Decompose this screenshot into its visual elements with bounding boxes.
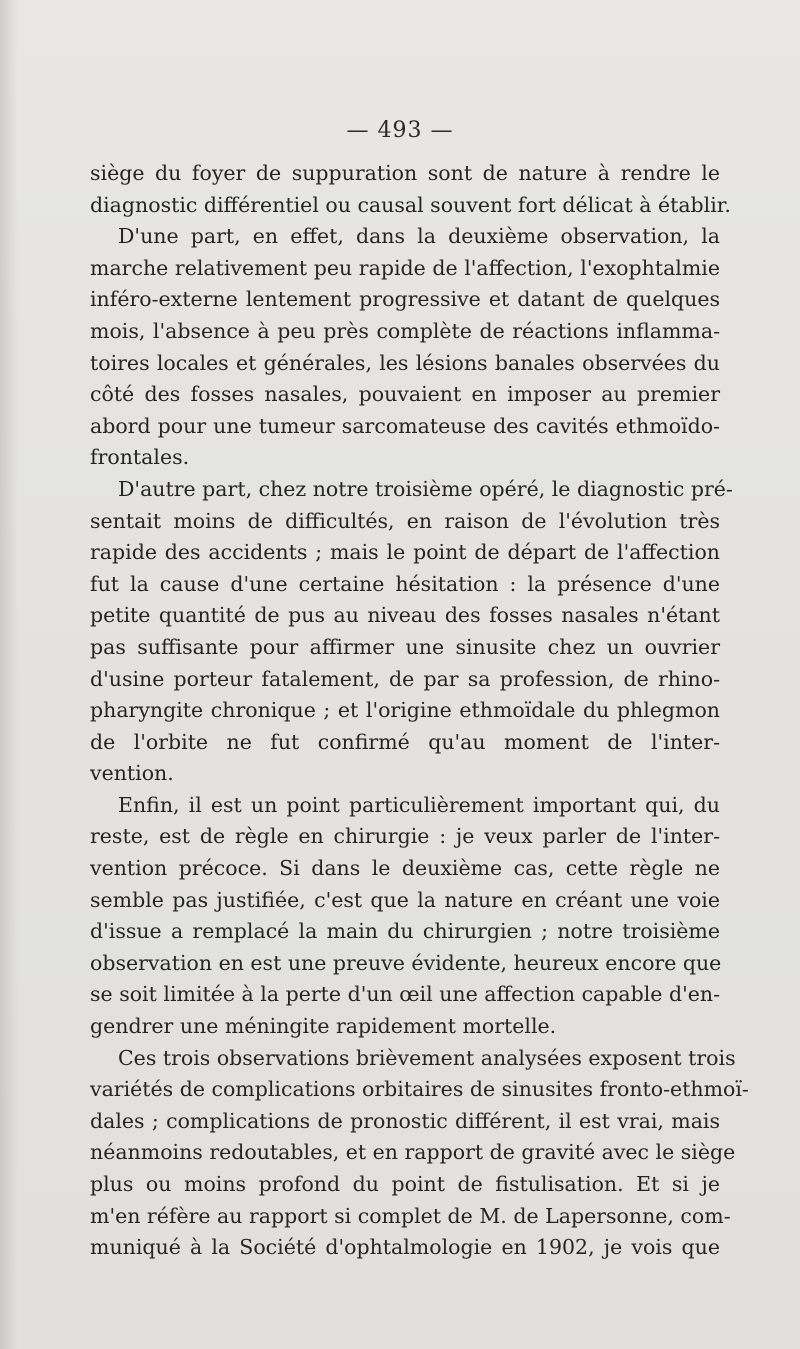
- text-line: vention précoce. Si dans le deuxième cas, cette règle ne: [90, 856, 720, 881]
- text-line: Ces trois observations brièvement analysées exposent trois: [118, 1045, 736, 1070]
- text-line: pharyngite chronique ; et l'origine ethmoïdale du phlegmon: [90, 698, 720, 723]
- text-line: diagnostic différentiel ou causal souvent fort délicat à établir.: [90, 192, 731, 217]
- text-line: m'en réfère au rapport si complet de M. de Lapersonne, com-: [90, 1203, 731, 1228]
- paragraph: [90, 1043, 749, 1264]
- paragraph: [90, 221, 720, 474]
- text-line: d'usine porteur fatalement, de par sa profession, de rhino-: [90, 666, 720, 691]
- text-line: observation en est une preuve évidente, heureux encore que: [90, 950, 722, 975]
- text-line: frontales.: [90, 445, 190, 470]
- page-edge-shadow: [0, 0, 18, 1349]
- text-line: vention.: [90, 761, 174, 786]
- text-line: gendrer une méningite rapidement mortelle.: [90, 1014, 557, 1039]
- paragraph: [90, 158, 731, 221]
- text-line: muniqué à la Société d'ophtalmologie en 1902, je vois que: [90, 1235, 720, 1260]
- text-line: néanmoins redoutables, et en rapport de gravité avec le siège: [90, 1140, 736, 1165]
- text-line: mois, l'absence à peu près complète de réactions inflamma-: [90, 318, 720, 343]
- text-line: de l'orbite ne fut confirmé qu'au moment de l'inter-: [90, 729, 720, 754]
- text-line: siège du foyer de suppuration sont de nature à rendre le: [90, 161, 720, 185]
- text-line: côté des fosses nasales, pouvaient en imposer au premier: [90, 382, 720, 407]
- text-line: plus ou moins profond du point de fistulisation. Et si je: [90, 1172, 720, 1196]
- text-line: toires locales et générales, les lésions banales observées du: [90, 350, 720, 375]
- text-line: D'une part, en effet, dans la deuxième observation, la: [118, 224, 720, 249]
- text-line: variétés de complications orbitaires de sinusites fronto-ethmoï-: [90, 1077, 749, 1102]
- text-line: rapide des accidents ; mais le point de départ de l'affection: [90, 540, 720, 565]
- body-text: [90, 158, 749, 1264]
- text-line: D'autre part, chez notre troisième opéré, le diagnostic pré-: [118, 476, 733, 501]
- paragraph: [90, 474, 733, 790]
- text-line: fut la cause d'une certaine hésitation : la présence d'une: [90, 571, 720, 596]
- text-line: abord pour une tumeur sarcomateuse des cavités ethmoïdo-: [90, 413, 720, 438]
- text-line: semble pas justifiée, c'est que la nature en créant une voie: [90, 887, 720, 912]
- text-line: inféro-externe lentement progressive et datant de quelques: [90, 287, 720, 312]
- text-line: pas suffisante pour affirmer une sinusite chez un ouvrier: [90, 634, 720, 659]
- text-line: marche relativement peu rapide de l'affection, l'exophtalmie: [90, 255, 720, 280]
- text-line: se soit limitée à la perte d'un œil une affection capable d'en-: [90, 982, 720, 1007]
- text-line: petite quantité de pus au niveau des fosses nasales n'étant: [90, 603, 720, 628]
- text-line: sentait moins de difficultés, en raison de l'évolution très: [90, 508, 720, 533]
- text-line: Enfin, il est un point particulièrement important qui, du: [118, 792, 720, 817]
- text-line: dales ; complications de pronostic différent, il est vrai, mais: [90, 1108, 720, 1133]
- text-line: reste, est de règle en chirurgie : je veux parler de l'inter-: [90, 824, 720, 849]
- paragraph: [90, 790, 720, 1043]
- page-number: — 493 —: [346, 118, 454, 143]
- text-line: d'issue a remplacé la main du chirurgien ; notre troisième: [90, 919, 720, 944]
